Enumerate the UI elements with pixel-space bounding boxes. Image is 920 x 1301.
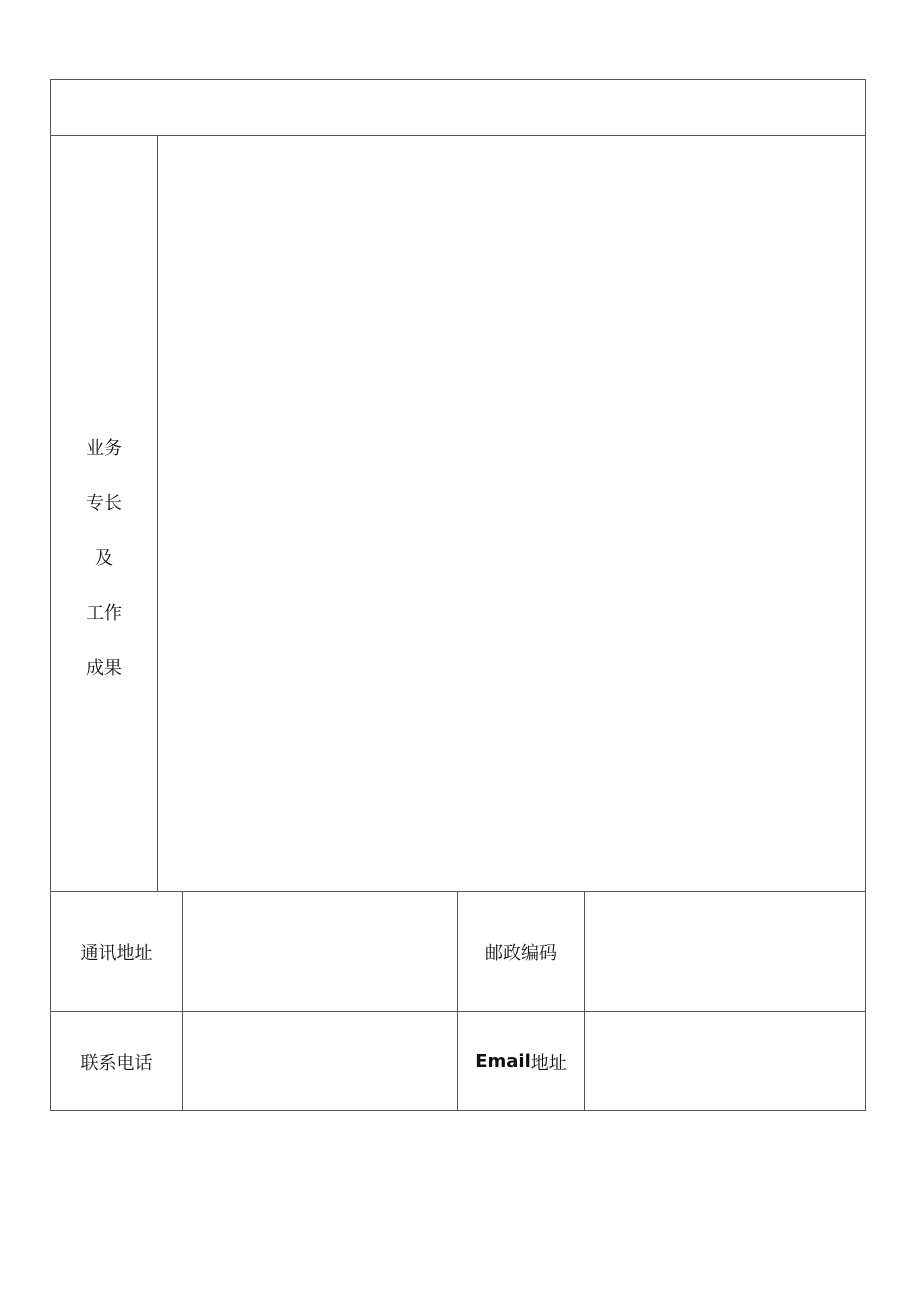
postal-code-field[interactable] [585, 892, 865, 1011]
phone-label: 联系电话 [51, 1012, 183, 1111]
address-field[interactable] [183, 892, 458, 1011]
phone-field[interactable] [183, 1012, 458, 1111]
email-field[interactable] [585, 1012, 865, 1111]
address-label: 通讯地址 [51, 892, 183, 1011]
expertise-label-line: 业务 [86, 438, 122, 459]
email-label-cn: 地址 [530, 1052, 567, 1074]
email-label-en: Email [475, 1051, 531, 1072]
expertise-label-line: 工作 [86, 603, 122, 624]
expertise-label-cell [51, 136, 158, 891]
expertise-content-field[interactable] [158, 136, 865, 891]
expertise-label-line: 成果 [86, 658, 122, 679]
address-row [51, 891, 865, 1011]
email-label [458, 1012, 585, 1111]
expertise-label-line: 及 [95, 548, 113, 569]
expertise-label-line: 专长 [86, 493, 122, 514]
postal-code-label: 邮政编码 [458, 892, 585, 1011]
contact-row [51, 1011, 865, 1111]
form-table [50, 79, 866, 1111]
form-header-row [51, 80, 865, 136]
